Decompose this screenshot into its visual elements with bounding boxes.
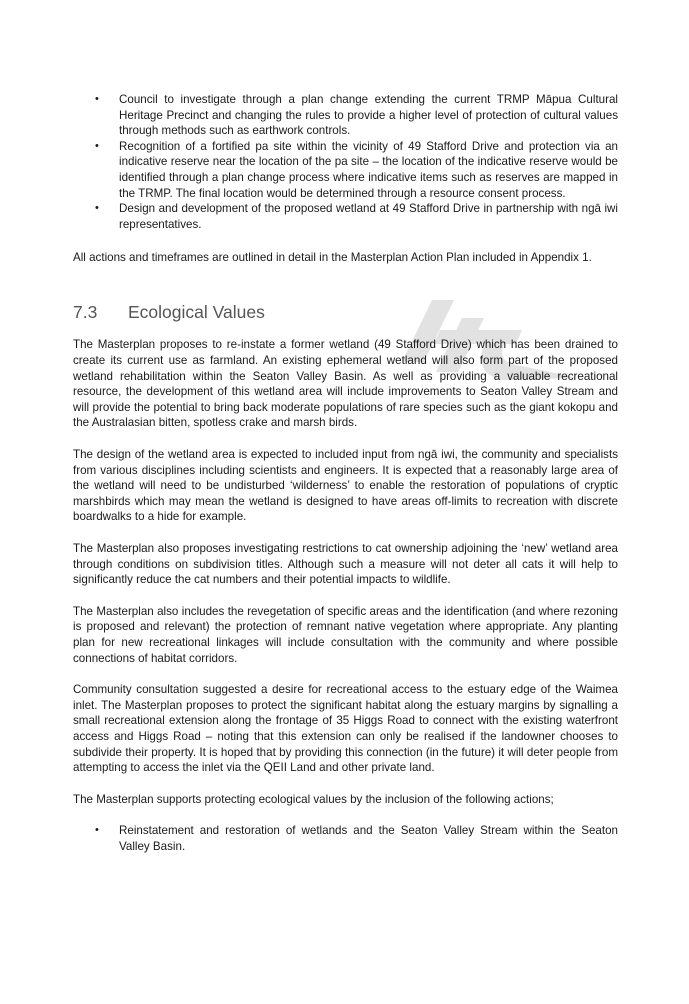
actions-note: All actions and timeframes are outlined in detail in the Masterplan Action Plan included in Appendix 1. [73, 251, 592, 265]
paragraph: The Masterplan also proposes investigating restrictions to cat ownership adjoining the ‘new’ wetland area through conditions on subdivision titles. Although such a measure will not deter all cats it will help to significantly reduce the cat numbers and their potential impacts to wildlife. [73, 541, 618, 587]
bullet-text: Design and development of the proposed wetland at 49 Stafford Drive in partnership with ngā iwi representatives. [119, 202, 618, 231]
paragraph: The Masterplan proposes to re-instate a former wetland (49 Stafford Drive) which has been drained to create its current use as farmland. An existing ephemeral wetland will also form part of the proposed wetland rehabilitation within the Seaton Valley Basin. As well as providing a valuable recreational resource, the development of this wetland area will include improvements to Seaton Valley Stream and will provide the potential to bring back moderate populations of rare species such as the giant kokopu and the Australasian bitten, spotless crake and marsh birds. [73, 338, 618, 430]
list-item [73, 139, 618, 201]
paragraph: The Masterplan also includes the revegetation of specific areas and the identification (and where rezoning is proposed and relevant) the protection of remnant native vegetation where appropriate. Any planting plan for new recreational linkages will include consultation with the community and where possible connections of habitat corridors. [73, 604, 618, 665]
cultural-actions-list [73, 92, 618, 232]
bullet-text: Council to investigate through a plan change extending the current TRMP Māpua Cultural Heritage Precinct and changing the rules to provide a higher level of protection of cultural values through methods such as earthwork controls. [119, 93, 618, 138]
list-item [73, 823, 618, 854]
bullet-icon: • [95, 93, 99, 105]
page-content [73, 92, 618, 854]
paragraph: The design of the wetland area is expected to included input from ngā iwi, the community and specialists from various disciplines including scientists and engineers. It is expected that a reasonably large area of the wetland will need to be undisturbed ‘wilderness’ to enable the restoration of populations of cryptic marshbirds which may mean the wetland is designed to have areas off-limits to recreation with discrete boardwalks to a hide for example. [73, 448, 618, 524]
bullet-icon: • [95, 202, 99, 215]
bullet-icon: • [95, 824, 99, 837]
section-title: Ecological Values [128, 301, 265, 322]
section-heading [73, 301, 618, 323]
bullet-text: Reinstatement and restoration of wetlands and the Seaton Valley Stream within the Seaton Valley Basin. [119, 824, 618, 853]
section-number: 7.3 [73, 301, 98, 322]
paragraph: Community consultation suggested a desire for recreational access to the estuary edge of the Waimea inlet. The Masterplan proposes to protect the significant habitat along the estuary margins by signalling a small recreational extension along the frontage of 35 Higgs Road to connect with the existing waterfront access and Higgs Road – noting that this extension can only be realised if the landowner chooses to subdivide their property. It is hoped that by providing this connection (in the future) it will deter people from attempting to access the inlet via the QEII Land and other private land. [73, 683, 618, 775]
paragraph: The Masterplan supports protecting ecological values by the inclusion of the following actions; [73, 792, 554, 806]
list-item [73, 92, 618, 139]
ecological-actions-list [73, 823, 618, 854]
list-item [73, 201, 618, 232]
bullet-icon: • [95, 139, 99, 152]
bullet-text: Recognition of a fortified pa site within the vicinity of 49 Stafford Drive and protection via an indicative reserve near the location of the pa site – the location of the indicative reserve would be identified through a plan change process where indicative items such as reserves are mapped in the TRMP. The final location would be determined through a resource consent process. [119, 139, 618, 200]
